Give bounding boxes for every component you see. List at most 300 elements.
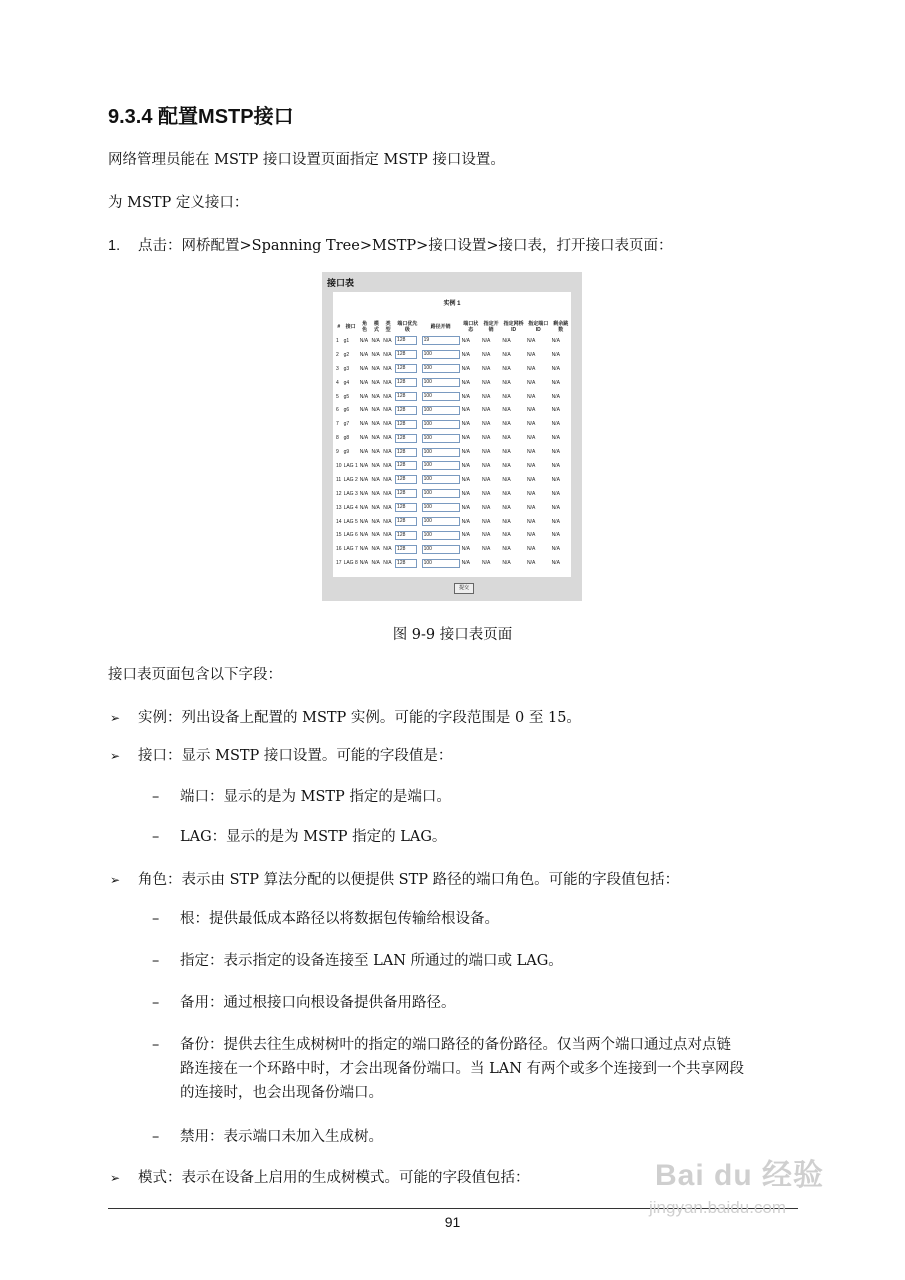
table-cell: N/A	[359, 518, 369, 525]
path-cost-input[interactable]: 100	[422, 364, 460, 373]
instance-label: 实例 1	[443, 301, 461, 307]
table-row	[335, 473, 571, 487]
port-priority-cell	[394, 403, 421, 417]
table-cell: N/A	[461, 532, 470, 539]
table-cell: N/A	[371, 518, 380, 525]
table-cell: N/A	[502, 462, 511, 469]
table-cell: N/A	[526, 407, 536, 414]
table-cell: N/A	[502, 490, 511, 497]
table-row	[335, 403, 571, 417]
table-cell: N/A	[461, 379, 470, 386]
table-cell: N/A	[481, 504, 491, 511]
path-cost-cell	[421, 459, 461, 473]
table-row	[335, 431, 571, 445]
table-cell: N/A	[383, 393, 392, 400]
path-cost-input[interactable]: 100	[422, 406, 460, 415]
path-cost-input[interactable]: 100	[422, 503, 460, 512]
table-cell: N/A	[481, 435, 491, 442]
port-priority-cell	[394, 390, 421, 404]
table-cell: N/A	[371, 421, 380, 428]
bullet-icon: ➢	[110, 873, 121, 887]
table-cell: N/A	[371, 365, 380, 372]
path-cost-input[interactable]: 100	[422, 545, 460, 554]
table-cell: 1	[336, 337, 339, 344]
section-heading: 9.3.4 配置MSTP接口	[108, 106, 294, 128]
dash-backup-line-1: 备份：提供去往生成树树叶的指定的端口路径的备份路径。仅当两个端口通过点对点链	[180, 1037, 731, 1053]
table-cell: N/A	[359, 560, 369, 567]
table-cell: 15	[336, 532, 342, 539]
path-cost-cell	[421, 445, 461, 459]
path-cost-input[interactable]: 100	[422, 489, 460, 498]
table-cell: N/A	[359, 546, 369, 553]
table-cell: N/A	[371, 504, 380, 511]
table-cell: N/A	[481, 518, 491, 525]
table-cell: 7	[336, 421, 339, 428]
table-cell: N/A	[461, 449, 470, 456]
table-cell: N/A	[502, 560, 511, 567]
port-priority-cell	[394, 334, 421, 348]
table-cell: N/A	[526, 435, 536, 442]
table-row	[335, 528, 571, 542]
table-cell: N/A	[461, 393, 470, 400]
bullet-icon: ➢	[110, 711, 121, 725]
table-row	[335, 556, 571, 570]
port-priority-input[interactable]: 128	[395, 531, 417, 540]
table-cell: N/A	[383, 365, 392, 372]
table-cell: N/A	[383, 504, 392, 511]
table-cell: N/A	[461, 365, 470, 372]
submit-button[interactable]: 提交	[454, 583, 474, 594]
table-row	[335, 515, 571, 529]
table-cell: N/A	[383, 351, 392, 358]
table-cell: g5	[343, 393, 350, 400]
table-cell: N/A	[461, 337, 470, 344]
table-cell: N/A	[526, 490, 536, 497]
table-cell: g8	[343, 435, 350, 442]
column-header: 角色	[362, 321, 368, 333]
table-cell: N/A	[371, 407, 380, 414]
interface-table-figure	[322, 272, 582, 601]
table-cell: N/A	[371, 379, 380, 386]
port-priority-input[interactable]: 128	[395, 545, 417, 554]
table-cell: 4	[336, 379, 339, 386]
table-cell: N/A	[461, 560, 470, 567]
watermark-url: jingyan.baidu.com	[649, 1198, 787, 1217]
table-cell: 5	[336, 393, 339, 400]
table-row	[335, 501, 571, 515]
table-row	[335, 376, 571, 390]
table-cell: N/A	[461, 407, 470, 414]
column-header: 路径开销	[430, 324, 451, 330]
port-priority-cell	[394, 473, 421, 487]
table-cell: LAG 8	[343, 560, 358, 567]
table-cell: N/A	[481, 379, 491, 386]
panel-body	[333, 292, 571, 591]
table-cell: N/A	[359, 365, 369, 372]
table-cell: N/A	[481, 351, 491, 358]
path-cost-input[interactable]: 100	[422, 434, 460, 443]
table-cell: N/A	[383, 532, 392, 539]
column-header: 指定开销	[483, 321, 499, 333]
bullet-interface: 接口：显示 MSTP 接口设置。可能的字段值是：	[138, 748, 453, 764]
table-cell: N/A	[526, 504, 536, 511]
table-cell: N/A	[371, 546, 380, 553]
table-cell: 14	[336, 518, 342, 525]
table-cell: N/A	[526, 337, 536, 344]
table-cell: N/A	[383, 435, 392, 442]
column-header: 端口优先级	[397, 321, 418, 333]
port-priority-input[interactable]: 128	[395, 392, 417, 401]
column-header: 模式	[373, 321, 379, 333]
path-cost-cell	[421, 403, 461, 417]
table-cell: N/A	[371, 490, 380, 497]
table-cell: N/A	[481, 449, 491, 456]
table-cell: N/A	[359, 393, 369, 400]
table-cell: 6	[336, 407, 339, 414]
dash-backup-line-3: 的连接时，也会出现备份端口。	[180, 1085, 383, 1101]
port-priority-input[interactable]: 128	[395, 461, 417, 470]
table-cell: N/A	[359, 462, 369, 469]
table-cell: N/A	[371, 532, 380, 539]
path-cost-cell	[421, 431, 461, 445]
table-cell: N/A	[359, 407, 369, 414]
table-cell: N/A	[551, 546, 560, 553]
table-cell: N/A	[383, 560, 392, 567]
table-cell: N/A	[502, 518, 511, 525]
bullet-role: 角色：表示由 STP 算法分配的以便提供 STP 路径的端口角色。可能的字段值包括：	[138, 872, 680, 888]
table-cell: g4	[343, 379, 350, 386]
table-cell: N/A	[461, 476, 470, 483]
column-header: 端口状态	[463, 321, 479, 333]
table-cell: N/A	[551, 365, 560, 372]
dash-icon: –	[152, 995, 160, 1011]
table-cell: N/A	[383, 337, 392, 344]
port-priority-cell	[394, 459, 421, 473]
table-cell: N/A	[383, 407, 392, 414]
table-cell: N/A	[551, 518, 560, 525]
table-cell: N/A	[502, 365, 511, 372]
table-cell: g1	[343, 337, 350, 344]
table-cell: N/A	[551, 393, 560, 400]
table-cell: N/A	[481, 365, 491, 372]
path-cost-cell	[421, 417, 461, 431]
table-cell: N/A	[526, 351, 536, 358]
table-cell: LAG 5	[343, 518, 358, 525]
column-header: 类型	[385, 321, 391, 333]
table-cell: 17	[336, 560, 342, 567]
port-table	[335, 320, 571, 570]
port-priority-input[interactable]: 128	[395, 434, 417, 443]
figure-caption: 图 9-9 接口表页面	[392, 627, 513, 643]
table-cell: N/A	[359, 532, 369, 539]
port-priority-cell	[394, 445, 421, 459]
table-cell: N/A	[383, 546, 392, 553]
table-cell: N/A	[551, 351, 560, 358]
table-cell: 2	[336, 351, 339, 358]
port-priority-input[interactable]: 128	[395, 420, 417, 429]
table-cell: N/A	[502, 407, 511, 414]
intro-paragraph-2: 为 MSTP 定义接口：	[108, 195, 249, 211]
table-cell: N/A	[526, 393, 536, 400]
table-cell: 8	[336, 435, 339, 442]
table-cell: N/A	[551, 421, 560, 428]
table-cell: N/A	[371, 435, 380, 442]
path-cost-input[interactable]: 100	[422, 392, 460, 401]
table-cell: N/A	[461, 490, 470, 497]
table-cell: N/A	[526, 518, 536, 525]
port-priority-cell	[394, 431, 421, 445]
table-cell: 13	[336, 504, 342, 511]
table-cell: LAG 1	[343, 462, 358, 469]
table-cell: N/A	[502, 379, 511, 386]
table-cell: N/A	[502, 351, 511, 358]
table-row	[335, 445, 571, 459]
dash-port: 端口：显示的是为 MSTP 指定的是端口。	[180, 789, 451, 805]
table-cell: N/A	[371, 462, 380, 469]
port-priority-input[interactable]: 128	[395, 448, 417, 457]
column-header: 剩余跳数	[553, 321, 569, 333]
table-cell: N/A	[526, 560, 536, 567]
port-priority-cell	[394, 501, 421, 515]
bullet-instance: 实例：列出设备上配置的 MSTP 实例。可能的字段范围是 0 至 15。	[138, 710, 581, 726]
table-row	[335, 362, 571, 376]
table-cell: N/A	[481, 407, 491, 414]
port-priority-input[interactable]: 128	[395, 559, 417, 568]
table-cell: N/A	[526, 421, 536, 428]
table-cell: N/A	[461, 421, 470, 428]
table-cell: N/A	[481, 560, 491, 567]
path-cost-input[interactable]: 100	[422, 517, 460, 526]
path-cost-input[interactable]: 100	[422, 378, 460, 387]
table-cell: N/A	[383, 462, 392, 469]
table-cell: N/A	[383, 490, 392, 497]
table-cell: N/A	[526, 449, 536, 456]
table-cell: N/A	[551, 560, 560, 567]
table-cell: N/A	[526, 546, 536, 553]
port-priority-input[interactable]: 128	[395, 364, 417, 373]
table-header-row	[335, 320, 571, 334]
path-cost-input[interactable]: 100	[422, 559, 460, 568]
port-priority-cell	[394, 362, 421, 376]
table-cell: N/A	[526, 365, 536, 372]
port-priority-input[interactable]: 128	[395, 406, 417, 415]
table-cell: N/A	[481, 532, 491, 539]
port-priority-input[interactable]: 128	[395, 489, 417, 498]
table-cell: N/A	[359, 476, 369, 483]
step-1-text: 点击：网桥配置>Spanning Tree>MSTP>接口设置>接口表，打开接口表页面：	[138, 238, 673, 254]
port-priority-cell	[394, 528, 421, 542]
dash-icon: –	[152, 911, 160, 927]
dash-icon: –	[152, 953, 160, 969]
intro-paragraph-1: 网络管理员能在 MSTP 接口设置页面指定 MSTP 接口设置。	[108, 152, 505, 168]
table-row	[335, 334, 571, 348]
table-cell: N/A	[551, 462, 560, 469]
table-cell: N/A	[502, 337, 511, 344]
table-cell: 16	[336, 546, 342, 553]
path-cost-input[interactable]: 100	[422, 475, 460, 484]
table-cell: N/A	[551, 532, 560, 539]
dash-lag: LAG：显示的是为 MSTP 指定的 LAG。	[180, 829, 447, 845]
path-cost-cell	[421, 390, 461, 404]
port-priority-input[interactable]: 128	[395, 350, 417, 359]
path-cost-cell	[421, 556, 461, 570]
table-cell: N/A	[359, 337, 369, 344]
table-cell: N/A	[502, 449, 511, 456]
dash-icon: –	[152, 1037, 160, 1053]
port-priority-cell	[394, 556, 421, 570]
port-priority-input[interactable]: 128	[395, 517, 417, 526]
dash-icon: –	[152, 1129, 160, 1145]
table-cell: N/A	[502, 476, 511, 483]
table-cell: N/A	[383, 379, 392, 386]
bullet-icon: ➢	[110, 749, 121, 763]
column-header: 指定端口ID	[528, 321, 549, 333]
path-cost-cell	[421, 542, 461, 556]
column-header: 指定网桥ID	[503, 321, 524, 333]
table-cell: N/A	[502, 435, 511, 442]
table-cell: N/A	[502, 393, 511, 400]
path-cost-input[interactable]: 100	[422, 350, 460, 359]
table-cell: LAG 3	[343, 490, 358, 497]
dash-icon: –	[152, 789, 160, 805]
table-cell: N/A	[371, 449, 380, 456]
fields-intro: 接口表页面包含以下字段：	[108, 667, 282, 683]
dash-root: 根：提供最低成本路径以将数据包传输给根设备。	[180, 911, 499, 927]
watermark-brand: Bai du 经验	[655, 1159, 825, 1192]
table-cell: 11	[336, 476, 342, 483]
table-row	[335, 487, 571, 501]
table-cell: N/A	[481, 546, 491, 553]
table-cell: N/A	[383, 421, 392, 428]
table-cell: N/A	[551, 504, 560, 511]
table-cell: g2	[343, 351, 350, 358]
port-priority-input[interactable]: 128	[395, 475, 417, 484]
table-cell: N/A	[526, 379, 536, 386]
table-cell: N/A	[359, 504, 369, 511]
table-cell: LAG 4	[343, 504, 358, 511]
table-cell: N/A	[359, 435, 369, 442]
table-cell: N/A	[461, 435, 470, 442]
table-cell: N/A	[371, 476, 380, 483]
table-cell: N/A	[526, 462, 536, 469]
path-cost-input[interactable]: 100	[422, 448, 460, 457]
table-cell: 10	[336, 462, 342, 469]
table-cell: LAG 7	[343, 546, 358, 553]
path-cost-cell	[421, 501, 461, 515]
column-header: #	[337, 324, 341, 330]
table-cell: N/A	[383, 518, 392, 525]
column-header: 接口	[345, 324, 356, 330]
table-cell: 9	[336, 449, 339, 456]
path-cost-input[interactable]: 100	[422, 420, 460, 429]
table-cell: N/A	[481, 490, 491, 497]
table-cell: N/A	[481, 462, 491, 469]
table-cell: N/A	[461, 504, 470, 511]
port-priority-input[interactable]: 128	[395, 336, 417, 345]
table-row	[335, 542, 571, 556]
table-cell: N/A	[526, 476, 536, 483]
table-cell: N/A	[359, 379, 369, 386]
table-cell: N/A	[481, 421, 491, 428]
table-cell: N/A	[383, 449, 392, 456]
table-cell: N/A	[383, 476, 392, 483]
table-cell: g9	[343, 449, 350, 456]
watermark	[649, 1150, 825, 1218]
table-cell: g7	[343, 421, 350, 428]
port-priority-cell	[394, 487, 421, 501]
bullet-mode: 模式：表示在设备上启用的生成树模式。可能的字段值包括：	[138, 1170, 530, 1186]
path-cost-input[interactable]: 19	[422, 336, 460, 345]
table-cell: N/A	[502, 504, 511, 511]
port-priority-cell	[394, 376, 421, 390]
path-cost-input[interactable]: 100	[422, 461, 460, 470]
port-priority-cell	[394, 348, 421, 362]
dash-backup-line-2: 路连接在一个环路中时，才会出现备份端口。当 LAN 有两个或多个连接到一个共享网段	[180, 1061, 745, 1077]
table-cell: N/A	[551, 379, 560, 386]
table-cell: N/A	[526, 532, 536, 539]
path-cost-cell	[421, 334, 461, 348]
table-cell: N/A	[461, 351, 470, 358]
dash-alternate: 备用：通过根接口向根设备提供备用路径。	[180, 995, 456, 1011]
dash-disabled: 禁用：表示端口未加入生成树。	[180, 1129, 383, 1145]
table-cell: N/A	[371, 393, 380, 400]
path-cost-cell	[421, 528, 461, 542]
path-cost-cell	[421, 362, 461, 376]
dash-designated: 指定：表示指定的设备连接至 LAN 所通过的端口或 LAG。	[180, 953, 563, 969]
table-cell: N/A	[551, 435, 560, 442]
table-cell: N/A	[371, 337, 380, 344]
table-cell: N/A	[359, 490, 369, 497]
port-priority-input[interactable]: 128	[395, 378, 417, 387]
table-cell: N/A	[481, 337, 491, 344]
dash-icon: –	[152, 829, 160, 845]
path-cost-cell	[421, 515, 461, 529]
table-cell: N/A	[461, 462, 470, 469]
path-cost-input[interactable]: 100	[422, 531, 460, 540]
path-cost-cell	[421, 348, 461, 362]
table-cell: N/A	[359, 421, 369, 428]
table-cell: N/A	[371, 351, 380, 358]
port-priority-cell	[394, 542, 421, 556]
table-cell: N/A	[481, 393, 491, 400]
table-cell: N/A	[481, 476, 491, 483]
port-priority-input[interactable]: 128	[395, 503, 417, 512]
table-cell: N/A	[359, 351, 369, 358]
bullet-icon: ➢	[110, 1171, 121, 1185]
path-cost-cell	[421, 487, 461, 501]
path-cost-cell	[421, 376, 461, 390]
table-cell: LAG 2	[343, 476, 358, 483]
table-cell: N/A	[359, 449, 369, 456]
table-row	[335, 417, 571, 431]
table-cell: N/A	[551, 490, 560, 497]
table-cell: g6	[343, 407, 350, 414]
table-cell: N/A	[551, 407, 560, 414]
table-row	[335, 459, 571, 473]
table-cell: 12	[336, 490, 342, 497]
table-cell: N/A	[502, 421, 511, 428]
table-cell: N/A	[551, 449, 560, 456]
port-priority-cell	[394, 417, 421, 431]
panel-title: 接口表	[327, 278, 355, 288]
table-cell: N/A	[461, 546, 470, 553]
table-cell: N/A	[371, 560, 380, 567]
table-row	[335, 348, 571, 362]
table-cell: N/A	[551, 337, 560, 344]
table-cell: N/A	[551, 476, 560, 483]
table-cell: N/A	[502, 546, 511, 553]
port-priority-cell	[394, 515, 421, 529]
